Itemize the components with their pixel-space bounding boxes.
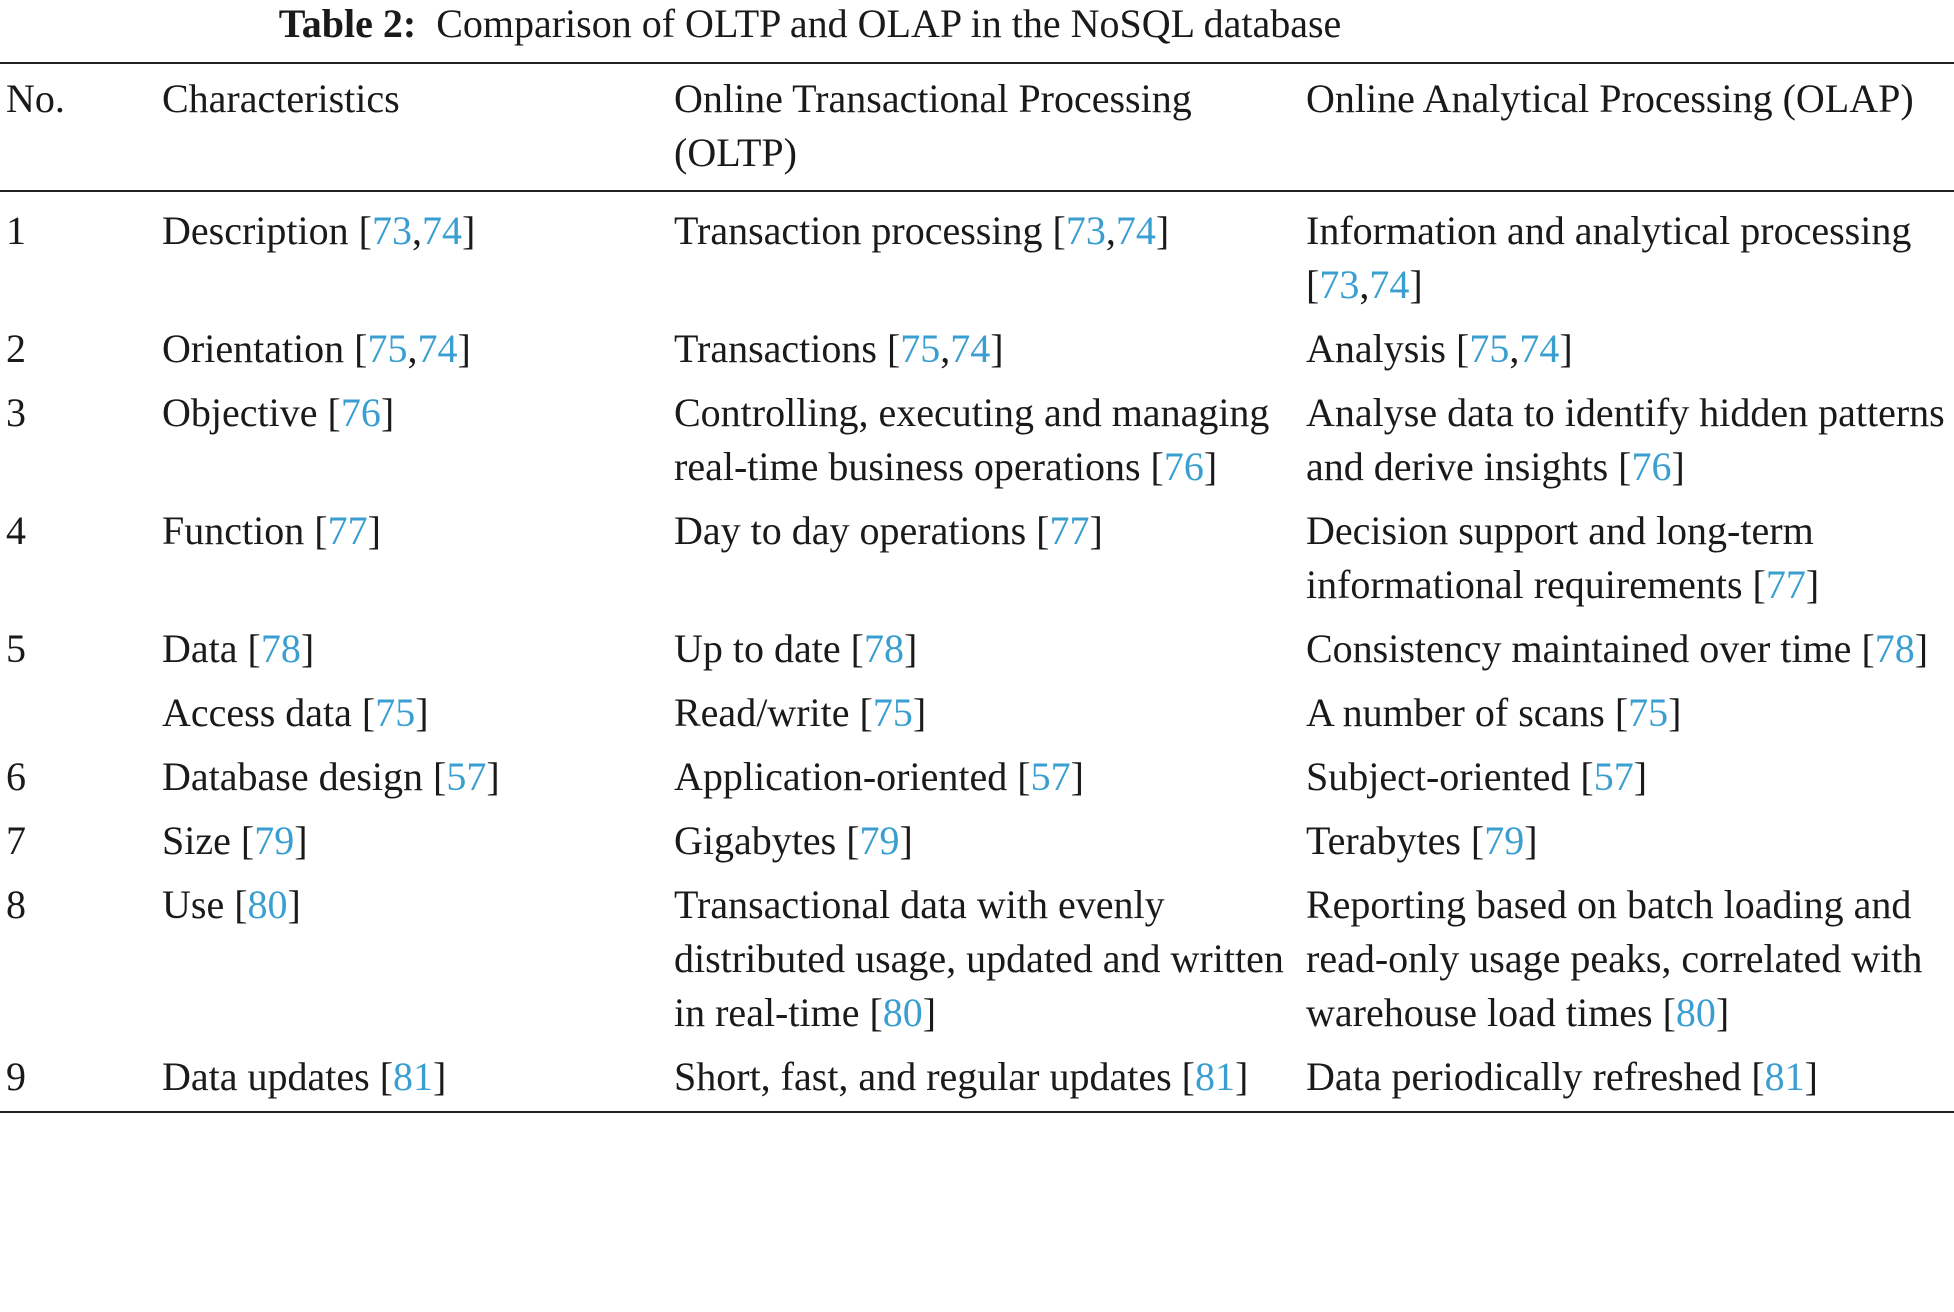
citation-link[interactable]: 78 [1874, 626, 1915, 671]
citation-link[interactable]: 78 [863, 626, 904, 671]
olap-cell: Subject-oriented [57] [1306, 754, 1648, 799]
citation-link[interactable]: 74 [417, 326, 458, 371]
citation-link[interactable]: 80 [882, 990, 923, 1035]
oltp-cell: Controlling, executing and managing real-time business operations [76] [674, 390, 1270, 489]
olap-cell: Consistency maintained over time [78] [1306, 626, 1929, 671]
citation-link[interactable]: 74 [1519, 326, 1560, 371]
citation-link[interactable]: 78 [260, 626, 301, 671]
comparison-table [0, 62, 1954, 1113]
citation-link[interactable]: 76 [1631, 444, 1672, 489]
olap-cell: Reporting based on batch loading and read-only usage peaks, correlated with warehouse load times [80] [1306, 882, 1923, 1035]
citation-link[interactable]: 75 [1628, 690, 1669, 735]
olap-text: Analyse data to identify hidden patterns and derive insights [1306, 390, 1945, 489]
characteristic-text: Data updates [162, 1054, 370, 1099]
oltp-text: Transaction processing [674, 208, 1043, 253]
characteristic-text: Orientation [162, 326, 345, 371]
oltp-cell: Read/write [75] [674, 690, 927, 735]
olap-cell: Terabytes [79] [1306, 818, 1538, 863]
oltp-cell: Day to day operations [77] [674, 508, 1103, 553]
characteristic-text: Use [162, 882, 225, 927]
characteristic-text: Size [162, 818, 231, 863]
row-number: 2 [6, 326, 26, 371]
characteristic-text: Data [162, 626, 238, 671]
olap-text: Decision support and long-term informational requirements [1306, 508, 1814, 607]
olap-text: Reporting based on batch loading and read-only usage peaks, correlated with warehouse load times [1306, 882, 1923, 1035]
row-number: 3 [6, 390, 26, 435]
header-row [0, 63, 1954, 191]
citation-link[interactable]: 81 [1764, 1054, 1805, 1099]
table-body [0, 191, 1954, 1112]
citation-link[interactable]: 75 [872, 690, 913, 735]
characteristic-cell: Objective [76] [162, 390, 395, 435]
olap-cell: Information and analytical processing [73,74] [1306, 208, 1912, 307]
oltp-text: Application-oriented [674, 754, 1008, 799]
olap-cell: Decision support and long-term informational requirements [77] [1306, 508, 1820, 607]
citation-link[interactable]: 76 [340, 390, 381, 435]
row-number [0, 683, 162, 747]
citation-link[interactable]: 80 [247, 882, 288, 927]
characteristic-text: Description [162, 208, 349, 253]
row-number: 8 [6, 882, 26, 927]
oltp-text: Read/write [674, 690, 850, 735]
citation-link[interactable]: 75 [900, 326, 941, 371]
citation-link[interactable]: 74 [421, 208, 462, 253]
citation-link[interactable]: 77 [1765, 562, 1806, 607]
characteristic-cell: Use [80] [162, 882, 301, 927]
table-row [0, 319, 1954, 383]
citation-link[interactable]: 57 [446, 754, 487, 799]
oltp-text: Transactional data with evenly distributed usage, updated and written in real-time [674, 882, 1284, 1035]
characteristic-cell: Database design [57] [162, 754, 500, 799]
citation-link[interactable]: 80 [1675, 990, 1716, 1035]
olap-cell: Data periodically refreshed [81] [1306, 1054, 1818, 1099]
caption-title: Comparison of OLTP and OLAP in the NoSQL database [436, 1, 1342, 46]
citation-link[interactable]: 74 [950, 326, 991, 371]
oltp-text: Gigabytes [674, 818, 837, 863]
olap-text: Information and analytical processing [1306, 208, 1912, 253]
characteristic-cell: Size [79] [162, 818, 308, 863]
table-row [0, 619, 1954, 683]
characteristic-text: Function [162, 508, 305, 553]
citation-link[interactable]: 74 [1369, 262, 1410, 307]
characteristic-cell: Data updates [81] [162, 1054, 447, 1099]
oltp-cell: Application-oriented [57] [674, 754, 1084, 799]
oltp-cell: Transactional data with evenly distributed usage, updated and written in real-time [80] [674, 882, 1284, 1035]
characteristic-cell: Access data [75] [162, 690, 429, 735]
table-row [0, 875, 1954, 1047]
table-caption [0, 0, 1620, 48]
olap-text: A number of scans [1306, 690, 1605, 735]
oltp-cell: Transactions [75,74] [674, 326, 1004, 371]
oltp-cell: Gigabytes [79] [674, 818, 913, 863]
citation-link[interactable]: 81 [1194, 1054, 1235, 1099]
olap-cell: A number of scans [75] [1306, 690, 1682, 735]
table-row [0, 747, 1954, 811]
citation-link[interactable]: 75 [1469, 326, 1510, 371]
oltp-text: Day to day operations [674, 508, 1027, 553]
citation-link[interactable]: 74 [1115, 208, 1156, 253]
oltp-cell: Short, fast, and regular updates [81] [674, 1054, 1249, 1099]
olap-cell: Analysis [75,74] [1306, 326, 1573, 371]
citation-link[interactable]: 81 [393, 1054, 434, 1099]
oltp-cell: Transaction processing [73,74] [674, 208, 1170, 253]
citation-link[interactable]: 79 [1484, 818, 1525, 863]
citation-link[interactable]: 57 [1593, 754, 1634, 799]
table-row [0, 191, 1954, 319]
comparison-table-container [0, 62, 1954, 1113]
characteristic-text: Access data [162, 690, 352, 735]
characteristic-cell: Function [77] [162, 508, 381, 553]
citation-link[interactable]: 77 [1049, 508, 1090, 553]
characteristic-cell: Orientation [75,74] [162, 326, 471, 371]
header-characteristics: Characteristics [162, 76, 400, 121]
row-number: 5 [6, 626, 26, 671]
oltp-text: Short, fast, and regular updates [674, 1054, 1172, 1099]
oltp-cell: Up to date [78] [674, 626, 918, 671]
header-oltp: Online Transactional Processing (OLTP) [674, 76, 1192, 175]
row-number: 4 [6, 508, 26, 553]
citation-link[interactable]: 77 [327, 508, 368, 553]
row-number: 7 [6, 818, 26, 863]
citation-link[interactable]: 79 [859, 818, 900, 863]
table-row [0, 683, 1954, 747]
olap-text: Analysis [1306, 326, 1446, 371]
table-row [0, 501, 1954, 619]
characteristic-text: Database design [162, 754, 424, 799]
characteristic-text: Objective [162, 390, 318, 435]
characteristic-cell: Data [78] [162, 626, 315, 671]
row-number: 1 [6, 208, 26, 253]
oltp-text: Transactions [674, 326, 877, 371]
table-row [0, 1047, 1954, 1112]
oltp-text: Controlling, executing and managing real-time business operations [674, 390, 1270, 489]
characteristic-cell: Description [73,74] [162, 208, 476, 253]
olap-text: Terabytes [1306, 818, 1461, 863]
olap-cell: Analyse data to identify hidden patterns and derive insights [76] [1306, 390, 1945, 489]
olap-text: Subject-oriented [1306, 754, 1571, 799]
citation-link[interactable]: 76 [1163, 444, 1204, 489]
table-row [0, 811, 1954, 875]
header-olap: Online Analytical Processing (OLAP) [1306, 76, 1914, 121]
row-number: 6 [6, 754, 26, 799]
citation-link[interactable]: 75 [367, 326, 408, 371]
olap-text: Data periodically refreshed [1306, 1054, 1742, 1099]
row-number: 9 [6, 1054, 26, 1099]
header-no: No. [6, 76, 65, 121]
citation-link[interactable]: 73 [1319, 262, 1360, 307]
olap-text: Consistency maintained over time [1306, 626, 1852, 671]
citation-link[interactable]: 75 [375, 690, 416, 735]
citation-link[interactable]: 57 [1030, 754, 1071, 799]
citation-link[interactable]: 73 [1065, 208, 1106, 253]
table-header [0, 63, 1954, 191]
citation-link[interactable]: 79 [254, 818, 295, 863]
citation-link[interactable]: 73 [371, 208, 412, 253]
oltp-text: Up to date [674, 626, 841, 671]
caption-label: Table 2: [278, 1, 417, 46]
table-row [0, 383, 1954, 501]
